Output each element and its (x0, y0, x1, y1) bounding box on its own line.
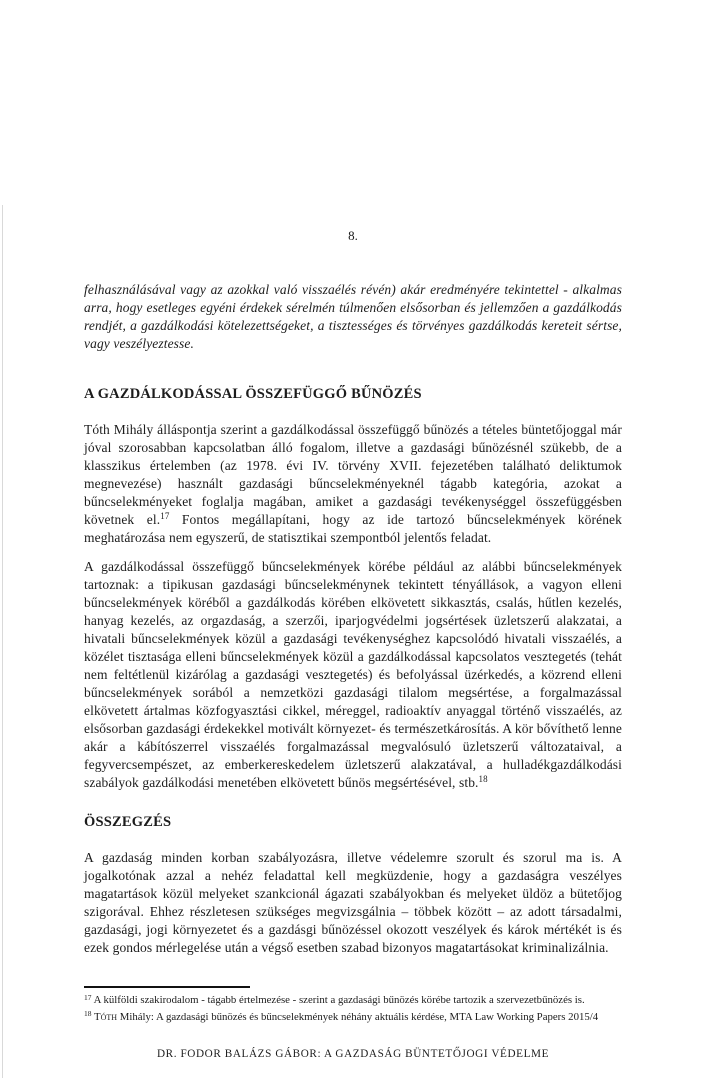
section1-paragraph-1 (84, 421, 622, 547)
footnote-ref-18: 18 (478, 774, 488, 785)
footnote-18-text: Mihály: A gazdasági bűnözés és bűncselekmények néhány aktuális kérdése, MTA Law Working Papers 2015/4 (117, 1010, 599, 1023)
page-footer-running-title: DR. FODOR BALÁZS GÁBOR: A GAZDASÁG BÜNTETŐJOGI VÉDELME (156, 1048, 550, 1060)
footnote-separator-line (84, 986, 250, 988)
footnote-17-marker: 17 (84, 992, 92, 1002)
footnote-18 (84, 1009, 622, 1026)
section1-paragraph-2 (84, 558, 622, 792)
page-number: 8. (348, 228, 358, 243)
footnote-17 (84, 992, 622, 1009)
footnote-17-text: A külföldi szakirodalom - tágabb értelmezése - szerint a gazdasági bűnözés körébe tartozik a szervezetbűnözés is. (91, 994, 585, 1006)
footnote-ref-17: 17 (160, 511, 170, 522)
footnote-18-marker: 18 (84, 1009, 92, 1019)
footnote-18-author: Tóth (91, 1010, 118, 1023)
paragraph-text: Fontos megállapítani, hogy az ide tartozó bűncselekmények körének meghatározása nem egyszerű, de statisztikai szempontból jelentős feladat. (84, 511, 622, 545)
section2-paragraph: A gazdaság minden korban szabályozásra, illetve védelemre szorult és szorul ma is. A jogalkotónak azzal a nehéz feladattal kell megküzdenie, hogy a gazdaságra veszélyes magatartások közül melyeket szankcionál ágazati szabályokban és melyeket üldöz a bütetőjog szigorával. Ehhez részletesen szükséges megvizsgálnia – többek között – az adott társadalmi, gazdasági, jogi környezetet és a gazdásgi bűnözéssel okozott veszélyek és károk mértékét is és ezek gondos mérlegelése után a végső esetben szabad bizonyos magatartásokat kriminalizálnia. (84, 849, 622, 955)
intro-paragraph: felhasználásával vagy az azokkal való visszaélés révén) akár eredményére tekintettel - alkalmas arra, hogy esetleges egyéni érdekek sérelmén túlmenően elsősorban és jellemzően a gazdálkodás rendjét, a gazdálkodási kötelezettségeket, a tisztességes és törvényes gazdálkodás kereteit sértse, vagy veszélyeztesse. (84, 281, 622, 351)
paragraph-text: A gazdálkodással összefüggő bűncselekmények körébe például az alábbi bűncselekmények tartoznak: a tipikusan gazdasági bűncselekménynek tekintett tényállások, a vagyon elleni bűncselekmények köréből a gazdálkodás körében elkövetett sikkasztás, csalás, hűtlen kezelés, hanyag kezelés, az orgazdaság, a szerzői, iparjogvédelmi jogsértések üzletszerű alakzatai, a hivatali bűncselekmények közül a gazdasági tevékenységhez kapcsolódó hivatali visszaélés, a közélet tisztasága elleni bűncselekmények közül a gazdálkodással kapcsolatos vesztegetés (tehát nem feltétlenül kizárólag a gazdasági vesztegetés) és befolyással üzérkedés, a közrend elleni bűncselekmények sorából a nemzetközi gazdasági tilalom megsértése, a forgalmazással elkövetett ártalmas közfogyasztási cikkel, méreggel, radioaktív anyaggal történő visszaélés, az elsősorban gazdasági érdekekkel motivált környezet- és természetkárosítás. A kör bővíthető lenne akár a kábítószerrel visszaélés forgalmazással megvalósuló üzletszerű változataival, a fegyvercsempészet, az emberkereskedelem üzletszerű alakzatával, a hulladékgazdálkodási szabályok gazdálkodási menetében elkövetett bűnös megsértésével, stb. (84, 558, 622, 790)
footnotes (84, 992, 622, 1025)
paragraph-text: Tóth Mihály álláspontja szerint a gazdálkodással összefüggő bűnözés a tételes büntetőjoggal már jóval szorosabban kapcsolatban álló fogalom, illetve a gazdasági bűnözésnél szükebb, de a klasszikus értelemben (az 1978. évi IV. törvény XVII. fejezetében található deliktumok megnevezése) használt gazdasági bűncselekményeknél tágabb kategória, azokat a bűncselekményeket foglalja magában, amiket a gazdasági tevékenységgel összefüggésben követnek el. (84, 421, 622, 527)
section-heading-gazdalkodassal-osszefuggo-bunozes: A GAZDÁLKODÁSSAL ÖSSZEFÜGGŐ BŰNÖZÉS (84, 386, 422, 403)
section-heading-osszegzes: ÖSSZEGZÉS (84, 814, 172, 831)
page-scan-edge-line (2, 205, 3, 1078)
